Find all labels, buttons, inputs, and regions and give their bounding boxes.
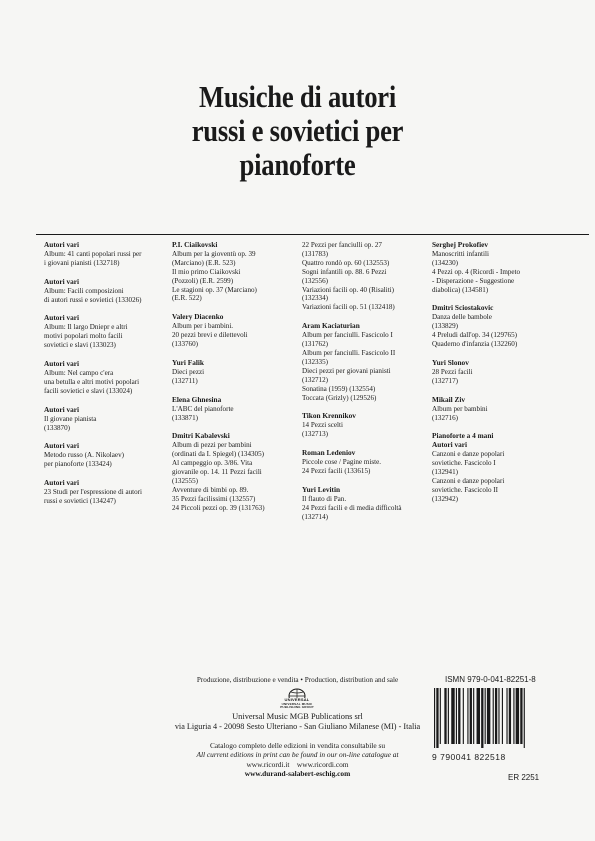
work-title: (132713) — [302, 430, 329, 439]
composer-name: P.I. Ciaikovski — [172, 240, 218, 249]
divider-rule — [36, 234, 589, 235]
work-title: (E.R. 522) — [172, 294, 202, 303]
work-title: (132556) — [302, 276, 329, 285]
composer-name: Dmitri Kabalevski — [172, 431, 230, 441]
catalogue-entry — [432, 241, 570, 294]
work-title: 23 Studi per l'espressione di autori — [44, 488, 143, 497]
work-title: (131762) — [302, 340, 329, 349]
work-title: Sogni infantili op. 88. 6 Pezzi — [302, 267, 387, 276]
catalogue-entry — [44, 406, 182, 433]
catalogue-entry — [172, 313, 310, 349]
work-title: (Marciano) (E.R. 523) — [172, 258, 236, 267]
composer-name: Autori vari — [44, 276, 80, 286]
catalogue-entry — [44, 314, 182, 350]
title-line-3: pianoforte — [239, 147, 356, 182]
catalogue-entry — [172, 396, 310, 423]
barcode-bar — [516, 688, 519, 744]
work-title: 24 Pezzi facili e di media difficoltà — [302, 503, 402, 512]
work-title: per pianoforte (133424) — [44, 460, 112, 469]
barcode-bar — [524, 688, 525, 748]
composer-name: Dmitri Sciostakovic — [432, 303, 494, 313]
barcode-bar — [485, 688, 486, 744]
work-title: i giovani pianisti (132718) — [44, 258, 120, 267]
barcode-bar — [467, 688, 468, 744]
distribution-credit: Produzione, distribuzione e vendita • Production, distribution and sale — [196, 676, 399, 684]
work-title: Il flauto di Pan. — [302, 494, 347, 503]
catalogue-entry — [302, 486, 440, 522]
composer-name: Roman Ledeniov — [302, 448, 356, 458]
work-title: (132711) — [172, 376, 198, 385]
catalogue-info — [140, 741, 455, 779]
work-title: 24 Piccoli pezzi op. 39 (131763) — [172, 503, 265, 512]
barcode-bar — [463, 688, 464, 744]
catalogue-entry — [44, 360, 182, 396]
catalogue-entry — [44, 241, 182, 268]
work-title: - Disperazione - Suggestione — [432, 276, 515, 285]
barcode-digits: 9 790041 822518 — [432, 752, 506, 762]
work-title: Quattro rondò op. 60 (132553) — [302, 258, 390, 267]
work-title: Dieci pezzi per giovani pianisti — [302, 366, 391, 375]
work-title: (132717) — [432, 376, 459, 385]
work-title: Album: Facili composizioni — [44, 286, 124, 295]
title-line-2: russi e sovietici per — [191, 113, 404, 148]
catalogue-entry — [172, 241, 310, 303]
composer-subheading: Autori vari — [432, 440, 468, 450]
work-title: Canzoni e danze popolari — [432, 450, 505, 459]
work-title: (133829) — [432, 322, 459, 331]
barcode-bar — [458, 688, 460, 744]
barcode-bar — [444, 688, 446, 744]
work-title: Sonatina (1959) (132554) — [302, 384, 376, 393]
work-title: 24 Pezzi facili (133615) — [302, 466, 371, 475]
work-title: Album per bambini — [432, 404, 488, 413]
work-title: Avventure di bimbi op. 89. — [172, 485, 249, 494]
work-title: (132716) — [432, 413, 459, 422]
work-title: Album per i bambini. — [172, 322, 234, 331]
work-title: 4 Preludi dall'op. 34 (129765) — [432, 331, 518, 340]
work-title: Album: Nel campo c'era — [44, 368, 114, 377]
catalogue-entry — [432, 432, 570, 503]
catalogue-entry — [302, 241, 440, 312]
work-title: (132335) — [302, 357, 329, 366]
composer-name: Autori vari — [44, 441, 80, 451]
barcode-bar — [470, 688, 472, 744]
publisher-name: Universal Music MGB Publications srl — [232, 712, 363, 721]
work-title: Variazioni facili op. 51 (132418) — [302, 303, 395, 312]
work-title: Danza delle bambole — [432, 313, 492, 322]
barcode-bar — [506, 688, 507, 744]
catalogue-column-1 — [44, 241, 182, 516]
barcode-bar — [473, 688, 474, 744]
work-title: Manoscritti infantili — [432, 249, 489, 258]
composer-name: Autori vari — [44, 478, 80, 488]
work-title: Al campeggio op. 3/86. Vita — [172, 459, 253, 468]
work-title: Album per fanciulli. Fascicolo II — [302, 348, 396, 357]
catalogue-italian: Catalogo completo delle edizioni in vendita consultabile su — [209, 741, 386, 750]
catalogue-column-2 — [172, 241, 310, 523]
catalogue-entry — [302, 412, 440, 439]
composer-name: Yuri Slonov — [432, 357, 469, 367]
catalogue-entry — [432, 359, 570, 386]
work-title: diabolica) (134581) — [432, 285, 489, 294]
barcode-bar — [456, 688, 457, 744]
barcode-bar — [498, 688, 499, 744]
work-title: Il mio primo Ciaikovski — [172, 267, 241, 276]
composer-name: Elena Ghnesina — [172, 394, 222, 404]
catalogue-entry — [432, 304, 570, 349]
work-title: (ordinati da I. Spiegel) (134305) — [172, 450, 264, 459]
work-title: (Pozzoli) (E.R. 2599) — [172, 276, 234, 285]
barcode-bar — [477, 688, 480, 744]
barcode-bar — [434, 688, 435, 748]
barcode-bar — [520, 688, 522, 744]
barcode-bar — [495, 688, 497, 744]
work-title: Album: 41 canti popolari russi per — [44, 249, 142, 258]
work-title: (133870) — [44, 423, 71, 432]
logo-word: UNIVERSAL — [284, 697, 310, 702]
work-title: Il giovane pianista — [44, 414, 97, 423]
work-title: (132941) — [432, 468, 459, 477]
work-title: Quaderno d'infanzia (132260) — [432, 340, 518, 349]
isbn-number: ISMN 979-0-041-82251-8 — [445, 675, 536, 684]
composer-name: Valery Diacenko — [172, 312, 224, 322]
barcode-bar — [440, 688, 441, 744]
barcode-bar — [481, 688, 483, 748]
work-title: Dieci pezzi — [172, 367, 205, 376]
site-link-ricordi-it[interactable]: www.ricordi.it — [246, 759, 290, 769]
work-title: (134230) — [432, 258, 459, 267]
composer-name: Tikon Krennikov — [302, 411, 356, 421]
catalogue-entry — [302, 449, 440, 476]
catalogue-entry — [44, 278, 182, 305]
catalogue-entry — [172, 359, 310, 386]
catalogue-sites — [140, 760, 455, 769]
barcode-bar — [487, 688, 490, 744]
work-title: 22 Pezzi per fanciulli op. 27 — [302, 241, 382, 249]
catalogue-entry — [302, 322, 440, 402]
barcode-bar — [493, 688, 494, 744]
work-title: 14 Pezzi scelti — [302, 421, 343, 430]
work-title: Album: Il largo Dniepr e altri — [44, 323, 128, 332]
work-title: Variazioni facili op. 40 (Risaliti) — [302, 285, 394, 294]
work-title: (131783) — [302, 249, 329, 258]
composer-name: Yuri Levitin — [302, 484, 341, 494]
work-title: Album per fanciulli. Fascicolo I — [302, 331, 393, 340]
work-title: Le stagioni op. 37 (Marciano) — [172, 285, 257, 294]
publisher-logo — [262, 688, 332, 710]
logo-sub-2: PUBLISHING GROUP — [280, 705, 314, 710]
work-title: (132712) — [302, 375, 329, 384]
composer-name: Autori vari — [44, 240, 80, 249]
catalogue-entry — [432, 396, 570, 423]
catalogue-entry — [172, 432, 310, 512]
composer-name: Mikail Ziv — [432, 394, 466, 404]
barcode-bar — [448, 688, 449, 744]
publisher-block — [140, 712, 455, 732]
work-title: giovanile op. 14. 11 Pezzi facili — [172, 468, 262, 477]
catalogue-column-4 — [432, 241, 570, 514]
composer-name: Serghej Prokofiev — [432, 240, 488, 249]
work-title: Canzoni e danze popolari — [432, 476, 505, 485]
work-title: sovietici e slavi (133023) — [44, 341, 116, 350]
logo-sub-1: UNIVERSAL MUSIC — [281, 701, 313, 706]
work-title: 35 Pezzi facilissimi (132557) — [172, 494, 256, 503]
work-title: L'ABC del pianoforte — [172, 404, 234, 413]
work-title: (133871) — [172, 413, 199, 422]
work-title: Piccole cose / Pagine miste. — [302, 458, 381, 467]
barcode — [432, 688, 560, 748]
work-title: una betulla e altri motivi popolari — [44, 377, 140, 386]
edition-code: ER 2251 — [508, 773, 540, 782]
work-title: sovietiche. Fascicolo II — [432, 485, 498, 494]
barcode-bar — [451, 688, 454, 744]
work-title: facili sovietici e slavi (133024) — [44, 386, 133, 395]
catalogue-entry — [44, 442, 182, 469]
work-title: Metodo russo (A. Nikolaev) — [44, 451, 124, 460]
composer-name: Autori vari — [44, 359, 80, 369]
work-title: 20 pezzi brevi e dilettevoli — [172, 331, 248, 340]
composer-name: Yuri Falik — [172, 357, 204, 367]
catalogue-entry — [44, 479, 182, 506]
catalogue-english: All current editions in print can be found in our on-line catalogue at — [196, 750, 399, 760]
work-title: 28 Pezzi facili — [432, 367, 473, 376]
composer-name: Autori vari — [44, 313, 80, 323]
site-link-ricordi-com[interactable]: www.ricordi.com — [296, 759, 349, 769]
work-title: (132555) — [172, 476, 199, 485]
catalogue-column-3 — [302, 241, 440, 531]
work-title: russi e sovietici (134247) — [44, 496, 116, 505]
barcode-bar — [502, 688, 503, 744]
work-title: (132714) — [302, 512, 329, 521]
work-title: di autori russi e sovietici (133026) — [44, 295, 142, 304]
publisher-address: via Liguria 4 - 20098 Sesto Ulteriano - San Giuliano Milanese (MI) - Italia — [174, 722, 421, 731]
composer-name: Pianoforte a 4 mani — [432, 431, 494, 441]
title-line-1: Musiche di autori — [198, 79, 397, 114]
barcode-bar — [436, 688, 438, 748]
work-title: Album di pezzi per bambini — [172, 441, 252, 450]
work-title: (132942) — [432, 494, 459, 503]
work-title: motivi popolari molto facili — [44, 332, 123, 341]
work-title: sovietiche. Fascicolo I — [432, 459, 496, 468]
work-title: Toccata (Grizly) (129526) — [302, 393, 377, 402]
barcode-bar — [509, 688, 511, 744]
work-title: (133760) — [172, 340, 199, 349]
page-title — [42, 80, 554, 182]
work-title: (132334) — [302, 294, 329, 303]
site-link-durand[interactable]: www.durand-salabert-eschig.com — [244, 769, 351, 779]
composer-name: Aram Kaciaturian — [302, 321, 360, 331]
work-title: Album per la gioventù op. 39 — [172, 249, 256, 258]
barcode-bar — [513, 688, 514, 744]
composer-name: Autori vari — [44, 404, 80, 414]
work-title: 4 Pezzi op. 4 (Ricordi - Impeto — [432, 267, 521, 276]
